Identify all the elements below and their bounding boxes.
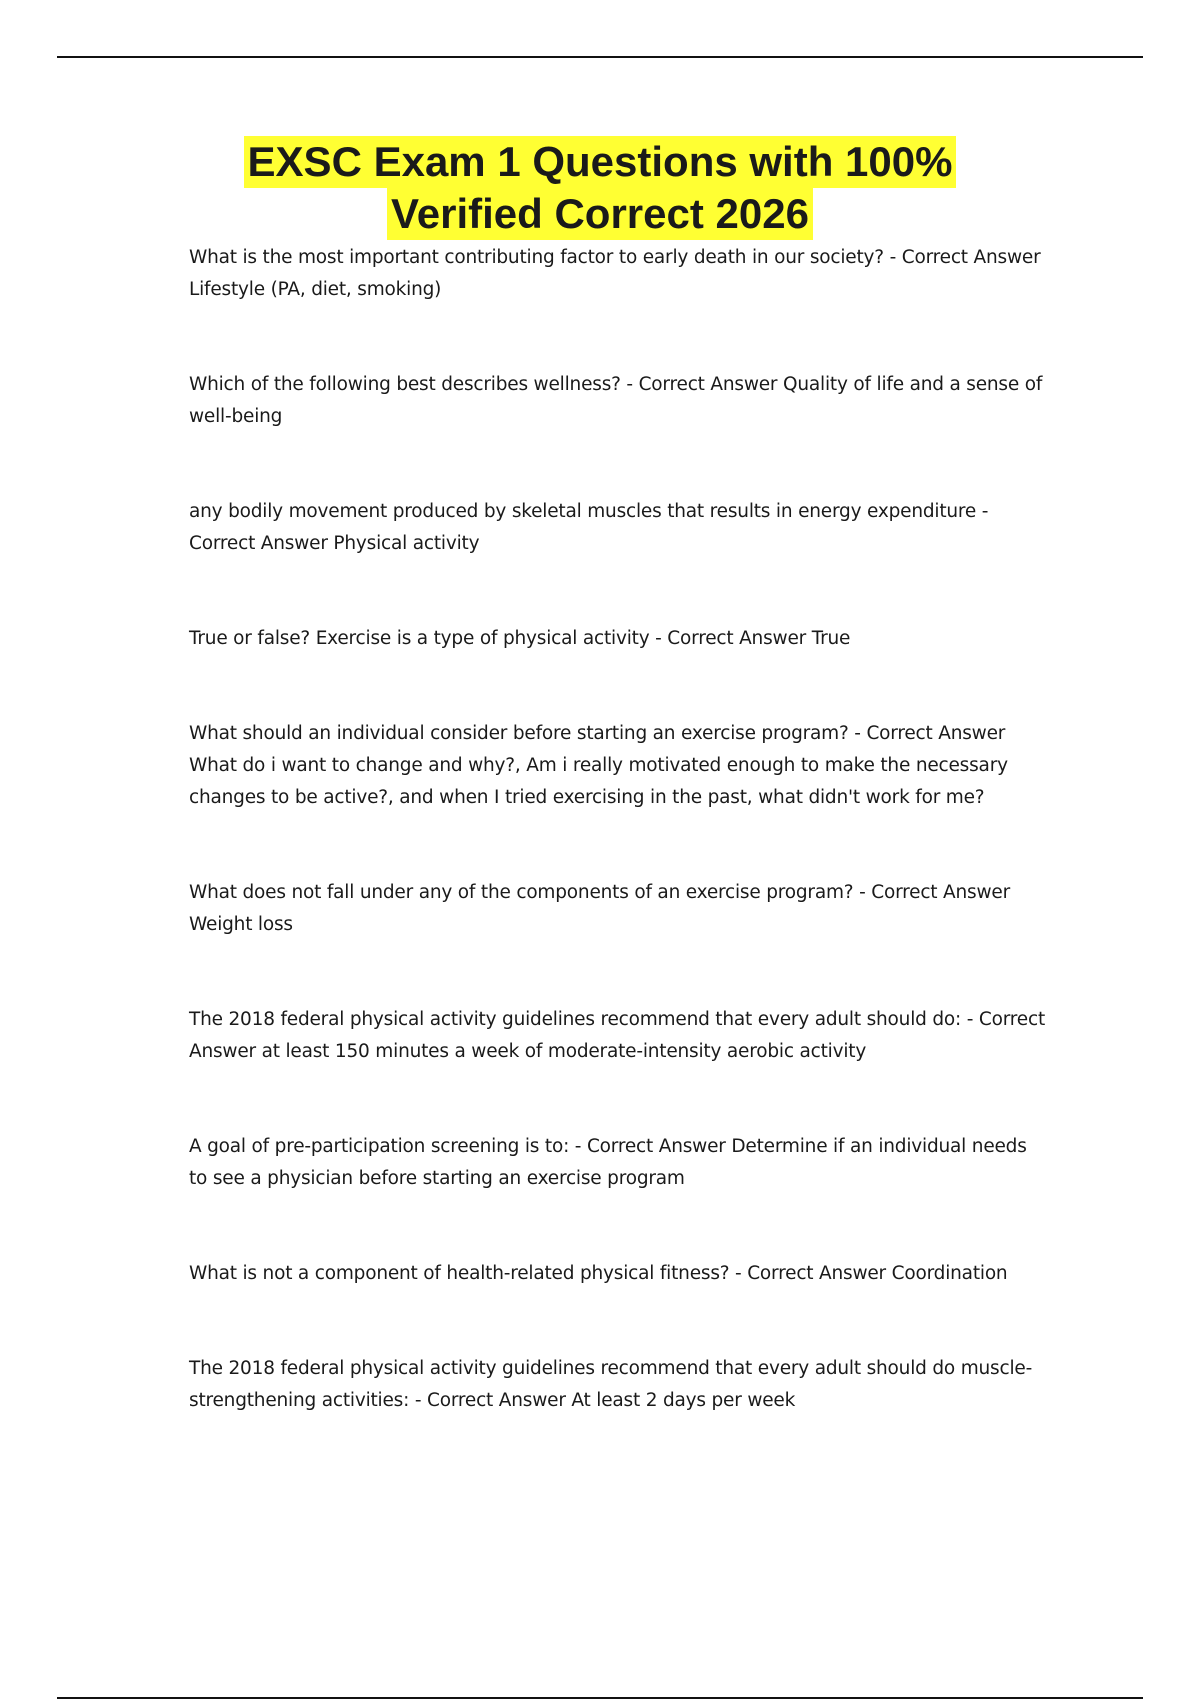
qa-item: Which of the following best describes wellness? - Correct Answer Quality of life and a sense of well-being bbox=[189, 374, 1043, 427]
qa-item: What is the most important contributing factor to early death in our society? - Correct Answer Lifestyle (PA, diet, smoking) bbox=[189, 247, 1041, 300]
qa-item: any bodily movement produced by skeletal muscles that results in energy expenditure - Correct Answer Physical activity bbox=[189, 501, 989, 554]
qa-item: The 2018 federal physical activity guidelines recommend that every adult should do: - Correct Answer at least 150 minutes a week of moderate-intensity aerobic activity bbox=[189, 1009, 1046, 1062]
title-line-2: Verified Correct 2026 bbox=[387, 188, 813, 240]
qa-item: What is not a component of health-related physical fitness? - Correct Answer Coordination bbox=[189, 1263, 1008, 1284]
qa-item: A goal of pre-participation screening is to: - Correct Answer Determine if an individual needs to see a physician before starting an exercise program bbox=[189, 1136, 1027, 1189]
top-divider bbox=[57, 56, 1143, 58]
bottom-divider bbox=[57, 1697, 1143, 1699]
qa-item: The 2018 federal physical activity guidelines recommend that every adult should do muscle-strengthening activities: - Correct Answer At least 2 days per week bbox=[189, 1358, 1033, 1411]
qa-item: What should an individual consider before starting an exercise program? - Correct Answer What do i want to change and why?, Am i really motivated enough to make the necessary changes to be active?, and when I tried exercising in the past, what didn't work for me? bbox=[189, 723, 1008, 808]
qa-item: What does not fall under any of the components of an exercise program? - Correct Answer Weight loss bbox=[189, 882, 1010, 935]
document-title bbox=[150, 136, 1050, 240]
question-answer-list bbox=[189, 242, 1049, 1480]
title-line-1: EXSC Exam 1 Questions with 100% bbox=[244, 136, 957, 188]
qa-item: True or false? Exercise is a type of physical activity - Correct Answer True bbox=[189, 628, 851, 649]
